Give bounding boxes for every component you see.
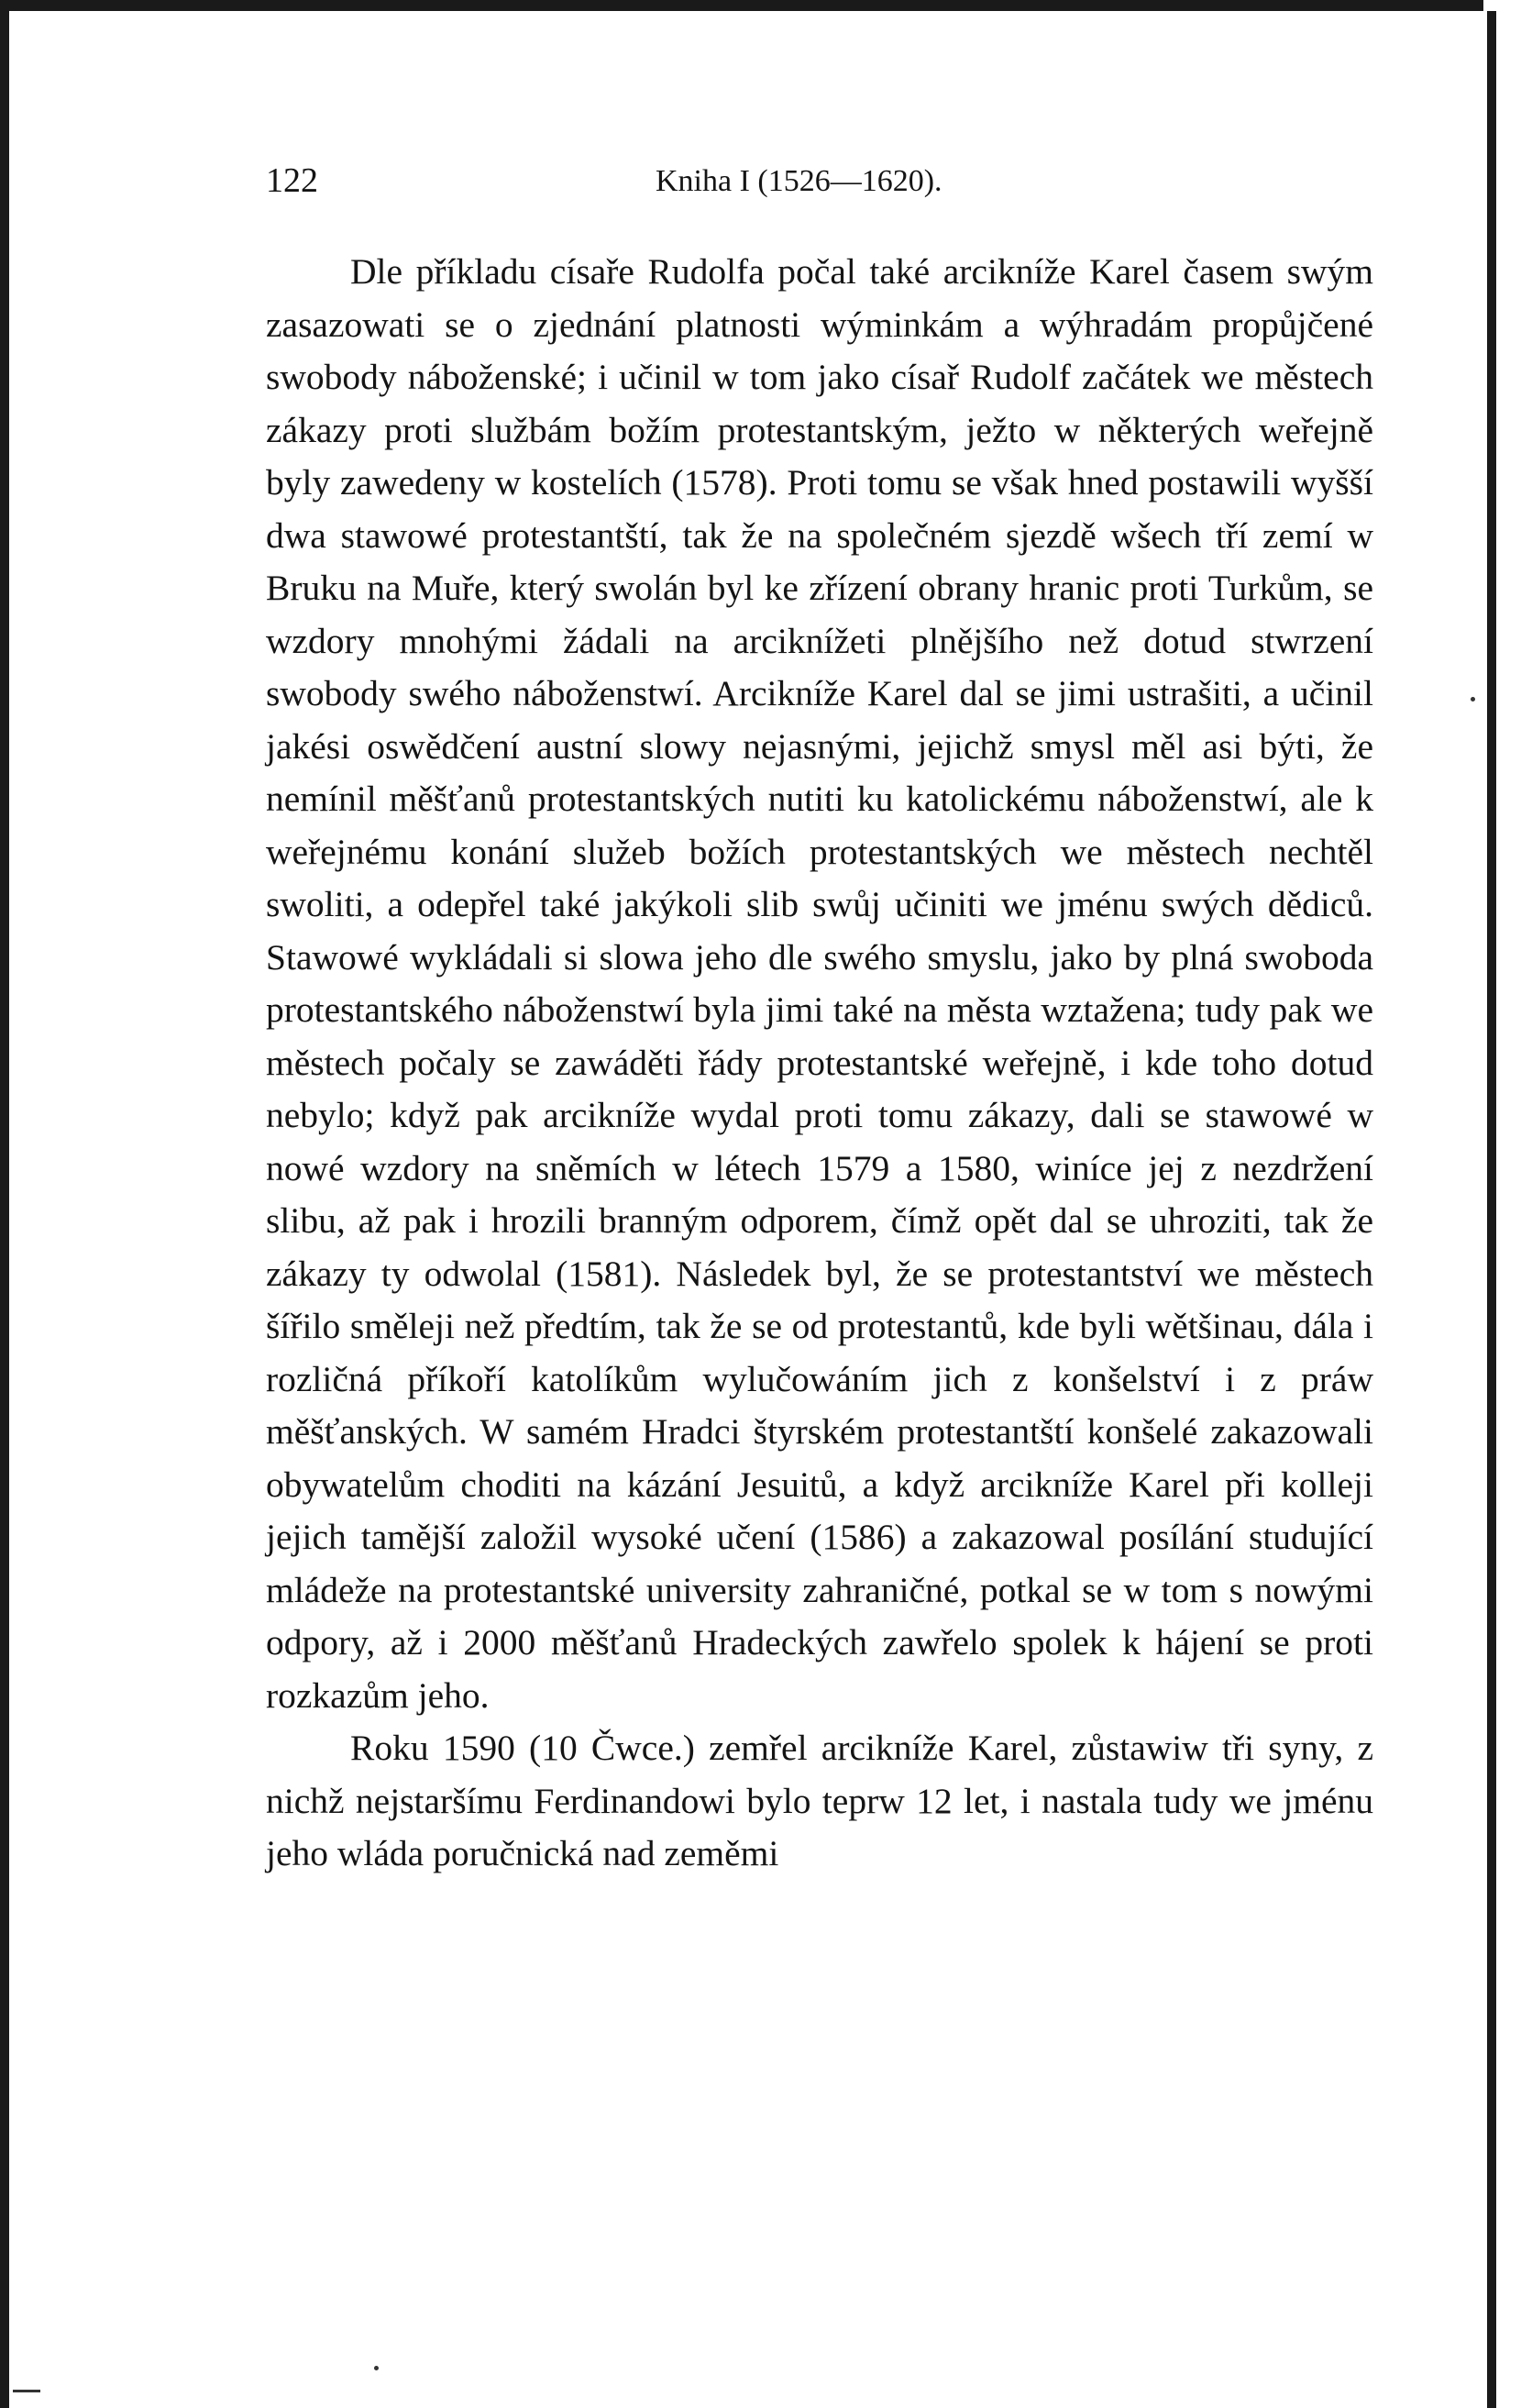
page-header [266, 160, 1375, 206]
scan-speck [1471, 697, 1475, 701]
scan-artifact [13, 2390, 40, 2392]
running-title: Kniha I (1526—1620). [656, 164, 942, 198]
paragraph: Dle příkladu císaře Rudolfa počal také arcikníže Karel časem swým zasazowati se o zjednání platnosti wýminkám a wýhradám propůjčené swobody náboženské; i učinil w tom jako císař Rudolf začátek we městech zákazy proti službám božím protestantským, ježto w některých weřejně byly zawedeny w kostelích (1578). Proti tomu se však hned postawili wyšší dwa stawowé protestantští, tak že na společném sjezdě wšech tří zemí w Bruku na Muře, který swolán byl ke zřízení obrany hranic proti Turkům, se wzdory mnohými žádali na arciknížeti plnějšího než dotud stwrzení swobody swého náboženstwí. Arcikníže Karel dal se jimi ustrašiti, a učinil jakési oswědčení austní slowy nejasnými, jejichž smysl měl asi býti, že nemínil měšťanů protestantských nutiti ku katolickému náboženstwí, ale k weřejnému konání služeb božích protestantských we městech nechtěl swoliti, a odepřel také jakýkoli slib swůj učiniti we jménu swých dědiců. Stawowé wykládali si slowa jeho dle swého smyslu, jako by plná swoboda protestantského náboženstwí byla jimi také na města wztažena; tudy pak we městech počaly se zawáděti řády protestantské weřejně, i kde toho dotud nebylo; když pak arcikníže wydal proti tomu zákazy, dali se stawowé w nowé wzdory na sněmích w létech 1579 a 1580, winíce jej z nezdržení slibu, až pak i hrozili branným odporem, čímž opět dal se uhroziti, tak že zákazy ty odwolal (1581). Následek byl, že se protestantství we městech šířilo směleji než předtím, tak že se od protestantů, kde byli wětšinau, dála i rozličná příkoří katolíkům wylučowáním jich z konšelství i z práw měšťanských. W samém Hradci štyrském protestantští konšelé zakazowali obywatelům choditi na kázání Jesuitů, a když arcikníže Karel při kolleji jejich tamější založil wysoké učení (1586) a zakazowal posílání studující mládeže na protestantské university zahraničné, potkal se w tom s nowými odpory, až i 2000 měšťanů Hradeckých zawřelo spolek k hájení se proti rozkazům jeho. [266, 251, 1373, 1716]
body-text [266, 246, 1373, 1881]
page-edge-shadow [1487, 11, 1496, 2408]
page-number: 122 [266, 161, 318, 200]
paragraph: Roku 1590 (10 Čwce.) zemřel arcikníže Karel, zůstawiw tři syny, z nichž nejstaršímu Ferdinandowi bylo teprw 12 let, i nastala tudy we jménu jeho wláda poručnická nad zeměmi [266, 1728, 1373, 1873]
scan-speck [374, 2366, 379, 2370]
